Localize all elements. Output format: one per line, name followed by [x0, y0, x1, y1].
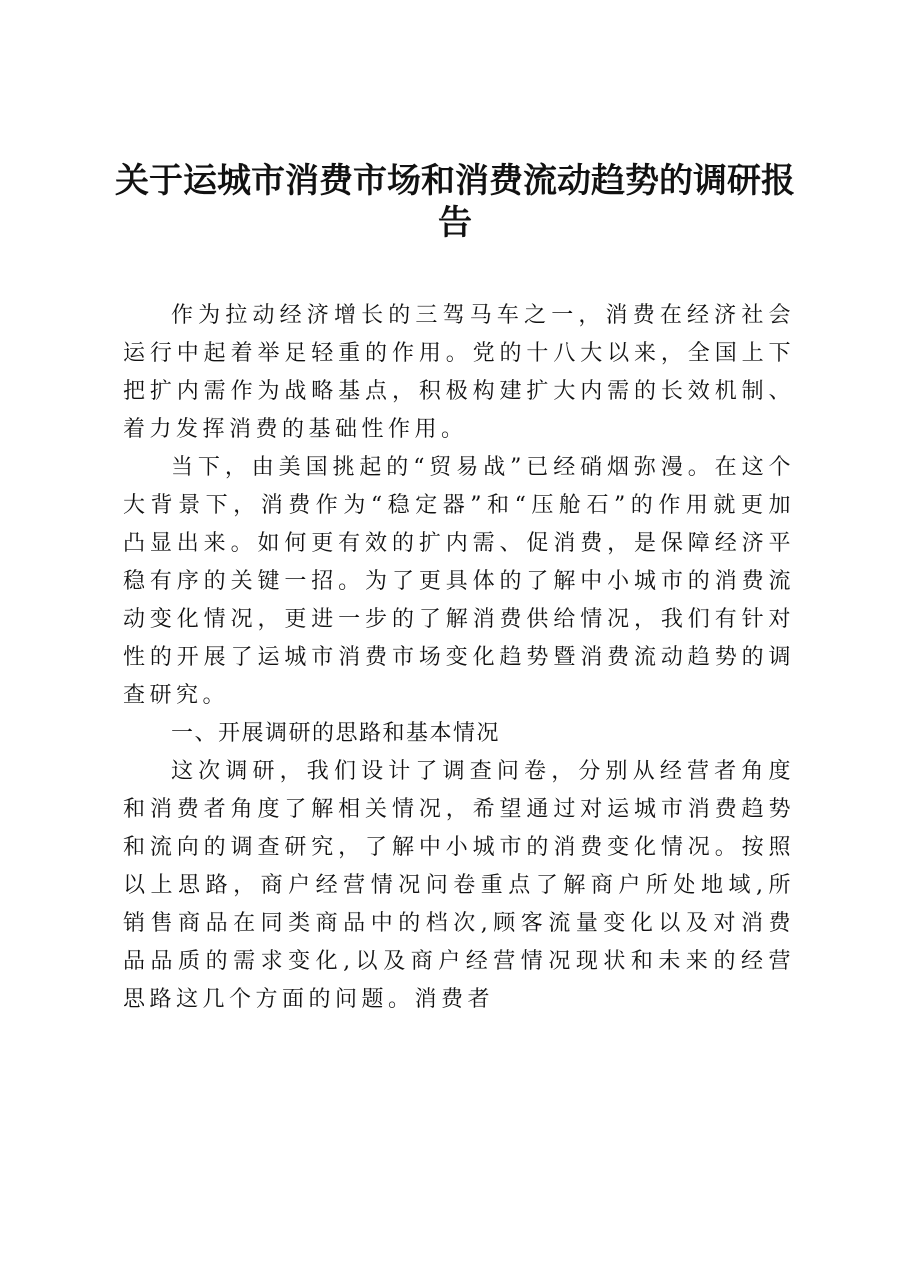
paragraph-background: 当下，由美国挑起的“贸易战”已经硝烟弥漫。在这个大背景下，消费作为“稳定器”和“压舱石”的作用就更加凸显出来。如何更有效的扩内需、促消费，是保障经济平稳有序的关键一招。为了更具体的了解中小城市的消费流动变化情况，更进一步的了解消费供给情况，我们有针对性的开展了运城市消费市场变化趋势暨消费流动趋势的调查研究。 — [123, 455, 795, 708]
paragraph-intro: 作为拉动经济增长的三驾马车之一，消费在经济社会运行中起着举足轻重的作用。党的十八大以来，全国上下把扩内需作为战略基点，积极构建扩大内需的长效机制、着力发挥消费的基础性作用。 — [123, 303, 795, 442]
document-body — [123, 297, 795, 1019]
section-heading: 一、开展调研的思路和基本情况 — [171, 721, 501, 746]
document-title: 关于运城市消费市场和消费流动趋势的调研报告 — [115, 161, 795, 243]
paragraph-method: 这次调研，我们设计了调查问卷，分别从经营者角度和消费者角度了解相关情况，希望通过对运城市消费趋势和流向的调查研究，了解中小城市的消费变化情况。按照以上思路，商户经营情况问卷重点了解商户所处地域,所销售商品在同类商品中的档次,顾客流量变化以及对消费品品质的需求变化,以及商户经营情况现状和未来的经营思路这几个方面的问题。消费者 — [123, 759, 795, 1012]
